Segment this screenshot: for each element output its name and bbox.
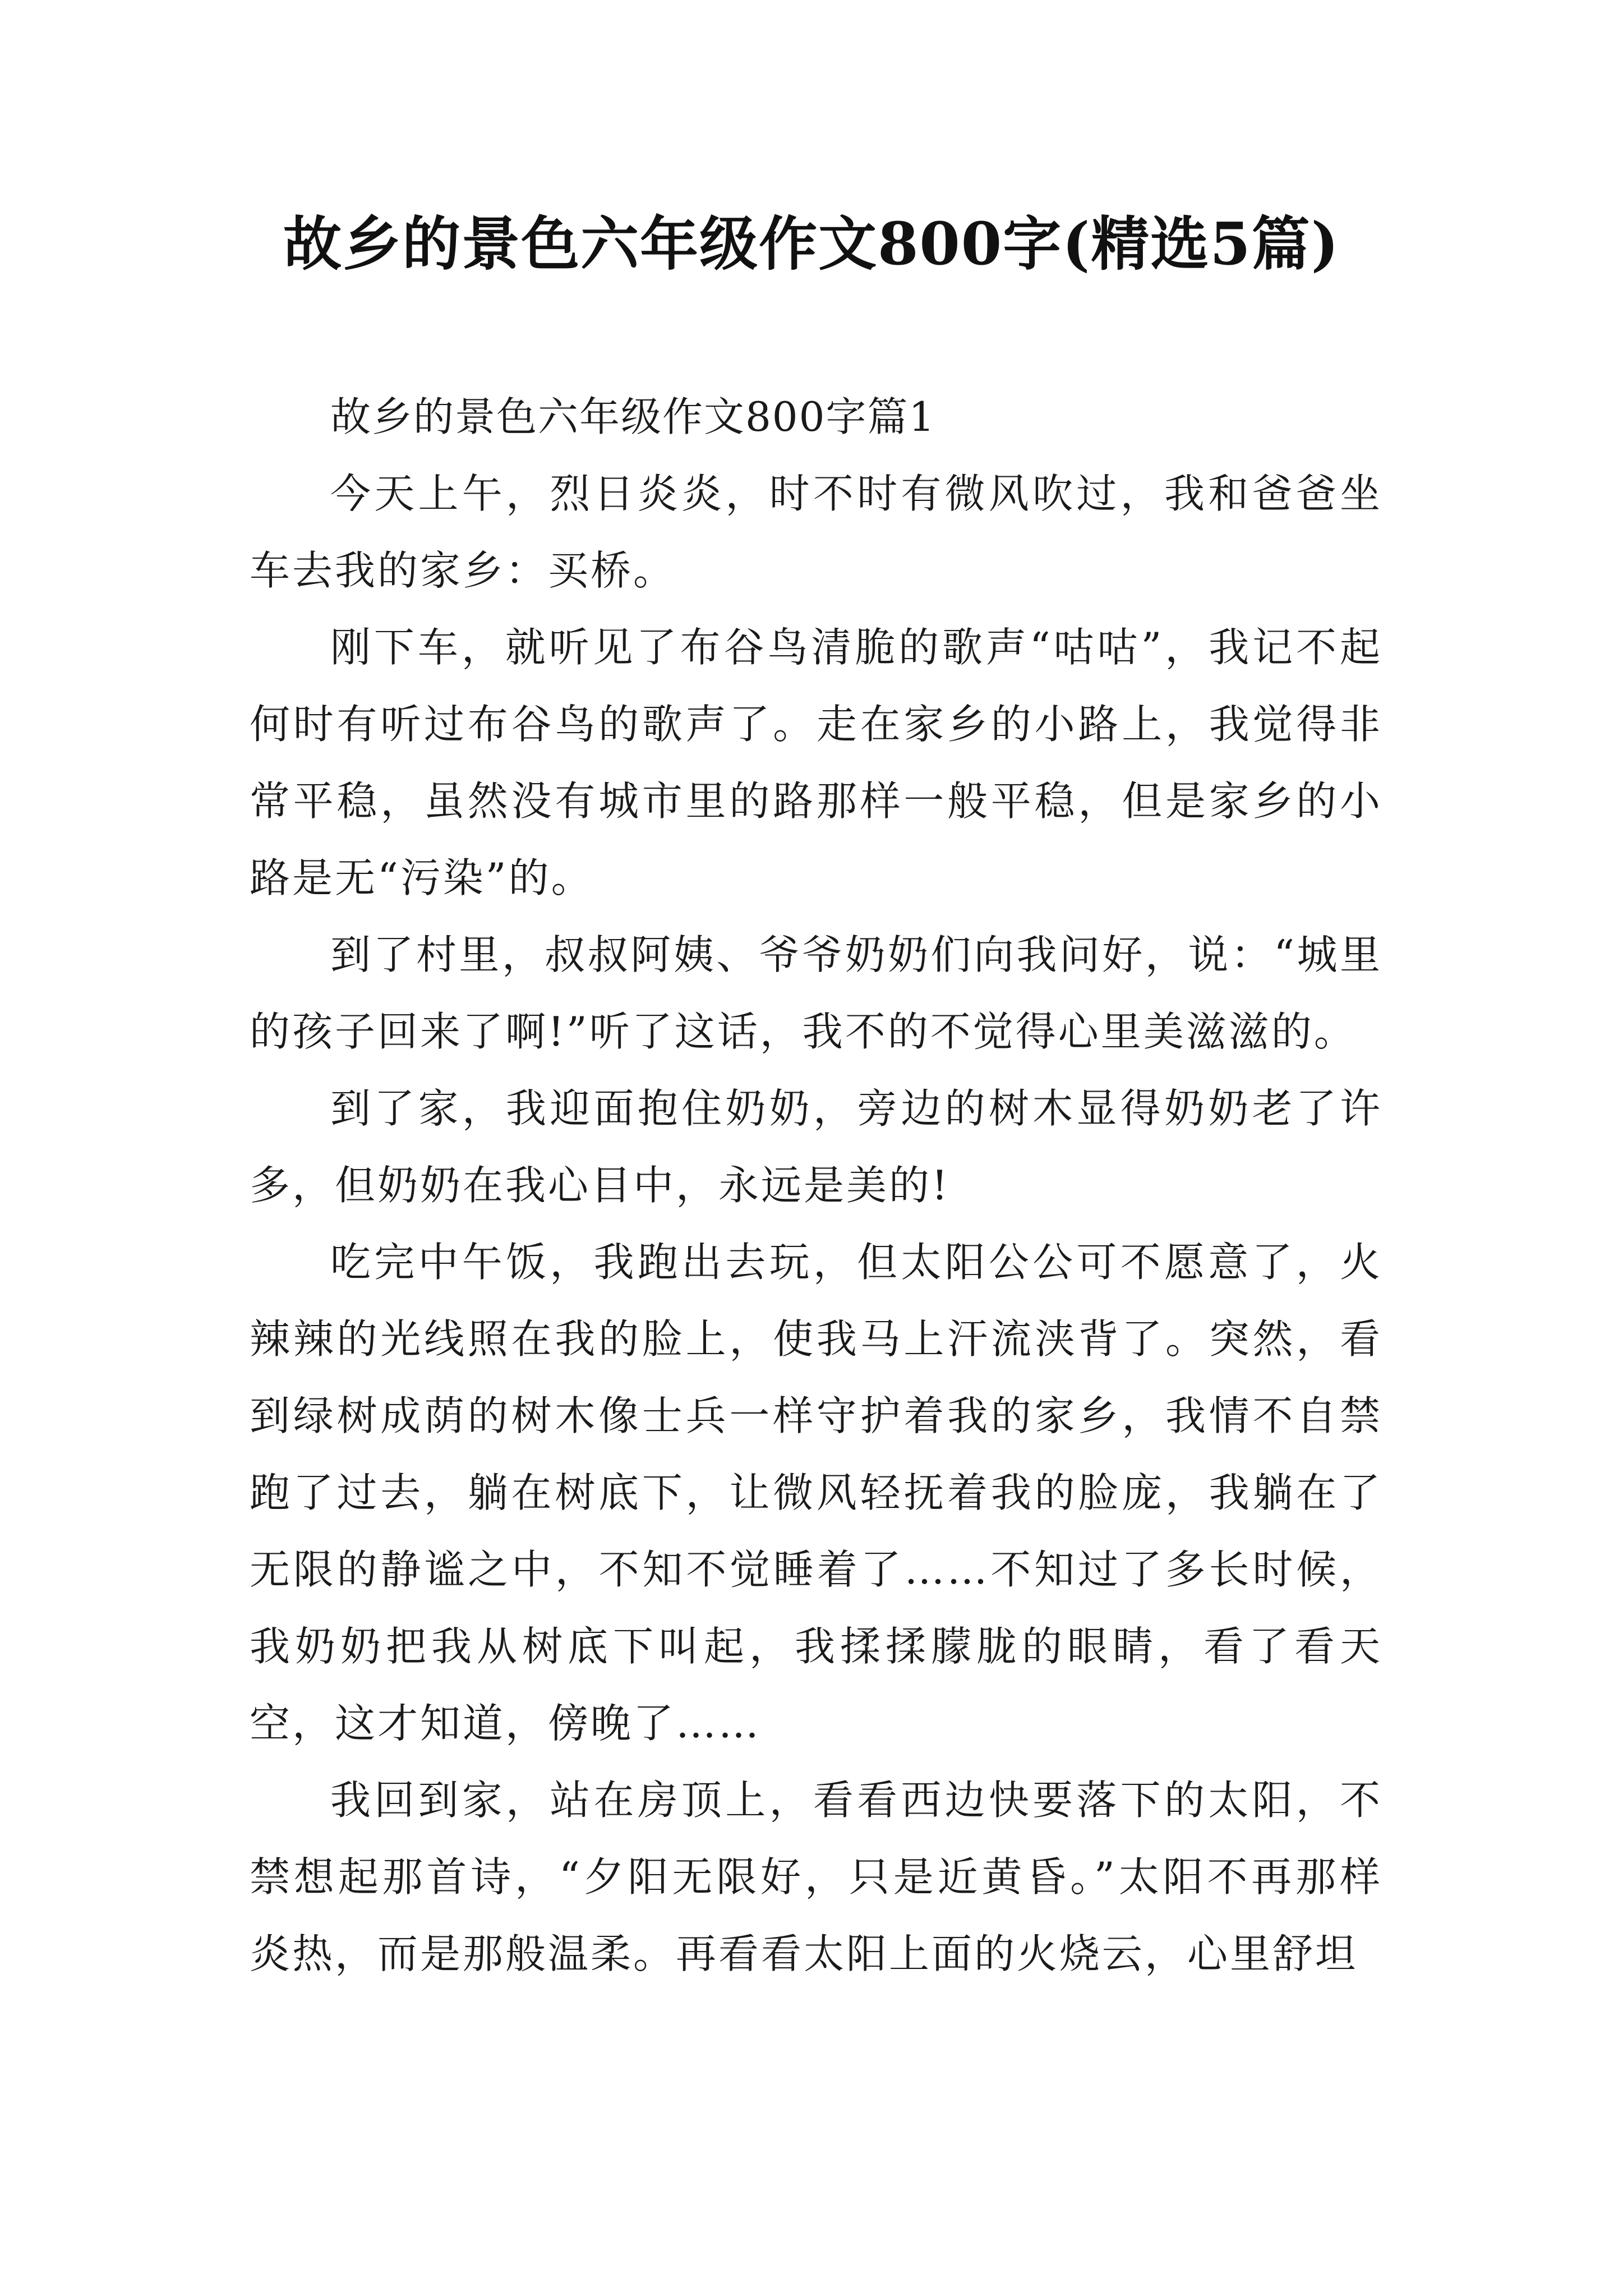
section-heading: 故乡的景色六年级作文800字篇1 <box>330 393 936 440</box>
paragraph: 到了家，我迎面抱住奶奶，旁边的树木显得奶奶老了许多，但奶奶在我心目中，永远是美的! <box>250 1085 1382 1209</box>
paragraph: 刚下车，就听见了布谷鸟清脆的歌声“咕咕”，我记不起何时有听过布谷鸟的歌声了。走在家乡的小路上，我觉得非常平稳，虽然没有城市里的路那样一般平稳，但是家乡的小路是无“污染”的。 <box>250 624 1382 901</box>
paragraph: 我回到家，站在房顶上，看看西边快要落下的太阳，不禁想起那首诗，“夕阳无限好，只是近黄昏。”太阳不再那样炎热，而是那般温柔。再看看太阳上面的火烧云，心里舒坦 <box>250 1777 1382 1977</box>
document-body <box>250 379 1382 1993</box>
document-title: 故乡的景色六年级作文800字(精选5篇) <box>283 209 1340 278</box>
paragraph: 到了村里，叔叔阿姨、爷爷奶奶们向我问好，说：“城里的孩子回来了啊!”听了这话，我不的不觉得心里美滋滋的。 <box>250 931 1382 1055</box>
paragraph: 今天上午，烈日炎炎，时不时有微风吹过，我和爸爸坐车去我的家乡：买桥。 <box>250 470 1382 594</box>
paragraph: 吃完中午饭，我跑出去玩，但太阳公公可不愿意了，火辣辣的光线照在我的脸上，使我马上汗流浃背了。突然，看到绿树成荫的树木像士兵一样守护着我的家乡，我情不自禁跑了过去，躺在树底下，让微风轻抚着我的脸庞，我躺在了无限的静谧之中，不知不觉睡着了……不知过了多长时候，我奶奶把我从树底下叫起，我揉揉朦胧的眼睛，看了看天空，这才知道，傍晚了…… <box>250 1239 1382 1747</box>
